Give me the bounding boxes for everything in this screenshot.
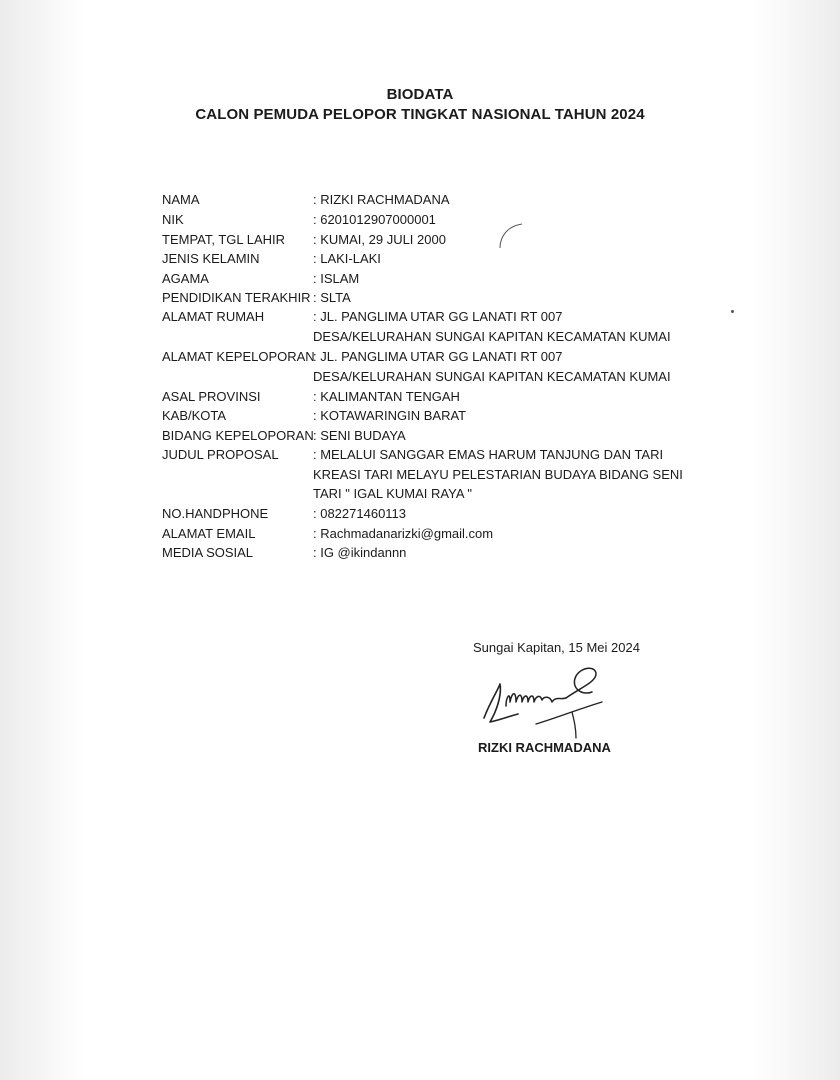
field-value: : IG @ikindannn xyxy=(313,545,407,560)
field-label: TEMPAT, TGL LAHIR xyxy=(162,232,286,247)
field-label: ALAMAT KEPELOPORAN xyxy=(162,349,315,364)
field-value: : KUMAI, 29 JULI 2000 xyxy=(313,232,446,247)
field-label: NO.HANDPHONE xyxy=(162,506,269,521)
field-label: MEDIA SOSIAL xyxy=(162,545,254,560)
field-label: JUDUL PROPOSAL xyxy=(162,447,279,462)
field-label: AGAMA xyxy=(162,271,209,286)
field-value: : Rachmadanarizki@gmail.com xyxy=(313,526,494,541)
field-label: PENDIDIKAN TERAKHIR xyxy=(162,290,311,305)
handwritten-signature xyxy=(476,662,612,742)
signer-name: RIZKI RACHMADANA xyxy=(478,740,611,755)
field-value: : MELALUI SANGGAR EMAS HARUM TANJUNG DAN TARI KREASI TARI MELAYU PELESTARIAN BUDAYA BIDANG SENI TARI " IGAL KUMAI RAYA " xyxy=(313,447,683,501)
field-label: ALAMAT RUMAH xyxy=(162,309,265,324)
scan-shadow-right xyxy=(754,0,840,1080)
field-value: : 082271460113 xyxy=(313,506,407,521)
field-value: : RIZKI RACHMADANA xyxy=(313,192,450,207)
field-value: : KALIMANTAN TENGAH xyxy=(313,389,460,404)
field-value: : SLTA xyxy=(313,290,351,305)
document-title: BIODATA xyxy=(386,86,454,103)
field-value: : KOTAWARINGIN BARAT xyxy=(313,408,467,423)
field-label: ASAL PROVINSI xyxy=(162,389,261,404)
scan-speck xyxy=(731,310,734,313)
signature-place-date: Sungai Kapitan, 15 Mei 2024 xyxy=(473,640,640,655)
field-label: NIK xyxy=(162,212,184,227)
field-label: JENIS KELAMIN xyxy=(162,251,260,266)
field-label: BIDANG KEPELOPORAN xyxy=(162,428,314,443)
field-value: : SENI BUDAYA xyxy=(313,428,406,443)
document-subtitle: CALON PEMUDA PELOPOR TINGKAT NASIONAL TAHUN 2024 xyxy=(195,106,645,123)
field-label: ALAMAT EMAIL xyxy=(162,526,256,541)
field-value: : LAKI-LAKI xyxy=(313,251,381,266)
pen-stroke-mark xyxy=(494,218,538,252)
field-label: KAB/KOTA xyxy=(162,408,227,423)
field-value: : ISLAM xyxy=(313,271,360,286)
field-value: : JL. PANGLIMA UTAR GG LANATI RT 007 DESA/KELURAHAN SUNGAI KAPITAN KECAMATAN KUMAI xyxy=(313,349,671,384)
scan-shadow-left xyxy=(0,0,84,1080)
field-value: : 6201012907000001 xyxy=(313,212,436,227)
field-label: NAMA xyxy=(162,192,200,207)
field-value: : JL. PANGLIMA UTAR GG LANATI RT 007 DESA/KELURAHAN SUNGAI KAPITAN KECAMATAN KUMAI xyxy=(313,309,671,344)
